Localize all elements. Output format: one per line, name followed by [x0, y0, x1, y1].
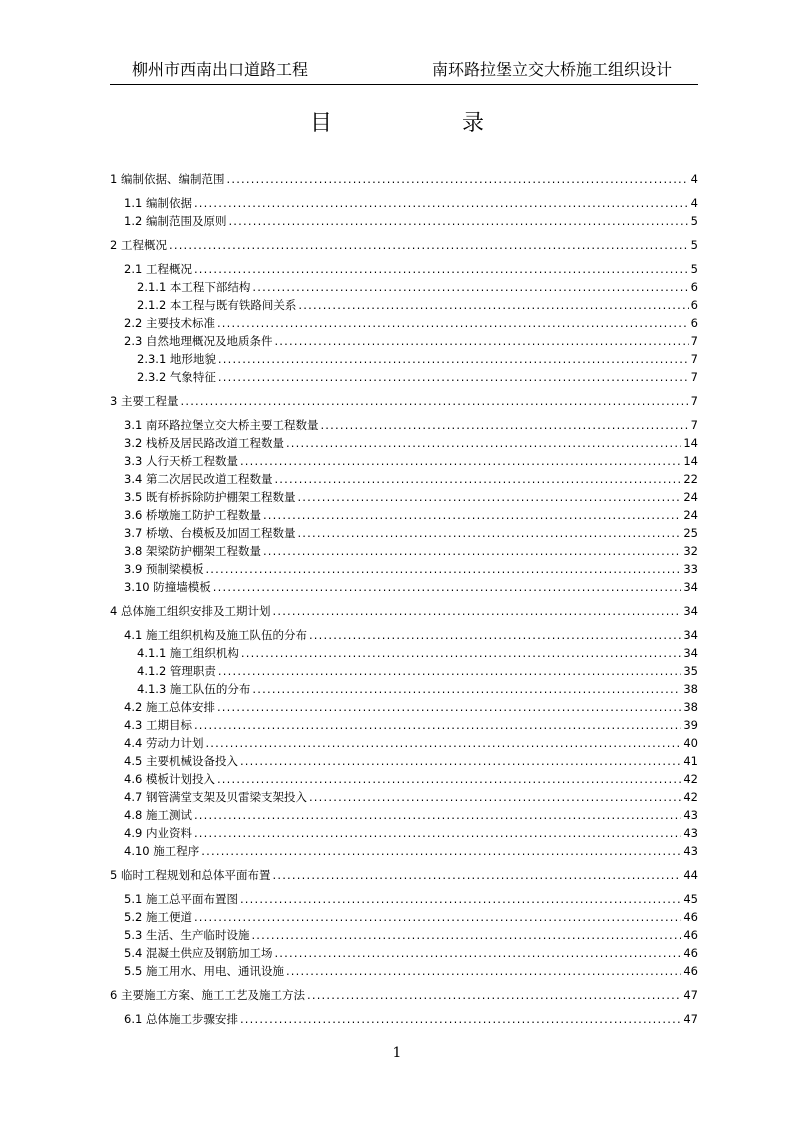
toc-entry[interactable]: [124, 928, 698, 942]
toc-entry-label: 3.2 栈桥及居民路改道工程数量: [124, 436, 284, 450]
toc-entry-label: 2.2 主要技术标准: [124, 316, 215, 330]
toc-entry-label: 4 总体施工组织安排及工期计划: [110, 604, 271, 618]
toc-leader-dots: [297, 526, 681, 540]
toc-entry[interactable]: [124, 910, 698, 924]
toc-entry-page: 43: [683, 826, 698, 840]
toc-entry-page: 7: [690, 418, 698, 432]
toc-entry-label: 3.7 桥墩、台模板及加固工程数量: [124, 526, 296, 540]
toc-entry-label: 4.5 主要机械设备投入: [124, 754, 238, 768]
toc-leader-dots: [240, 754, 681, 768]
toc-leader-dots: [180, 394, 688, 408]
toc-leader-dots: [169, 238, 689, 252]
toc-entry[interactable]: [137, 352, 698, 366]
toc-entry-page: 7: [690, 394, 698, 408]
toc-leader-dots: [263, 544, 681, 558]
toc-leader-dots: [218, 664, 681, 678]
header-document-title: 南环路拉堡立交大桥施工组织设计: [431, 60, 672, 79]
toc-leader-dots: [240, 454, 681, 468]
toc-entry-page: 14: [683, 436, 698, 450]
toc-entry-label: 3.9 预制梁模板: [124, 562, 204, 576]
toc-leader-dots: [194, 826, 681, 840]
toc-entry-page: 22: [683, 472, 698, 486]
toc-entry-page: 5: [690, 214, 698, 228]
toc-entry-page: 6: [690, 280, 698, 294]
toc-entry[interactable]: [124, 772, 698, 786]
toc-entry-label: 6 主要施工方案、施工工艺及施工方法: [110, 988, 305, 1002]
toc-leader-dots: [252, 280, 688, 294]
toc-entry-label: 4.6 模板计划投入: [124, 772, 215, 786]
toc-entry[interactable]: [124, 508, 698, 522]
toc-entry-label: 3.4 第二次居民改道工程数量: [124, 472, 273, 486]
toc-entry[interactable]: [110, 394, 698, 408]
toc-entry[interactable]: [124, 526, 698, 540]
toc-entry-page: 6: [690, 316, 698, 330]
toc-leader-dots: [240, 892, 681, 906]
toc-entry[interactable]: [124, 844, 698, 858]
toc-entry-page: 38: [683, 682, 698, 696]
toc-entry-label: 2 工程概况: [110, 238, 167, 252]
toc-entry-page: 5: [690, 262, 698, 276]
toc-entry-label: 4.3 工期目标: [124, 718, 192, 732]
toc-entry[interactable]: [124, 544, 698, 558]
toc-leader-dots: [218, 370, 689, 384]
toc-entry[interactable]: [124, 490, 698, 504]
toc-entry-page: 34: [683, 646, 698, 660]
toc-entry[interactable]: [124, 892, 698, 906]
toc-leader-dots: [241, 646, 681, 660]
toc-entry[interactable]: [124, 946, 698, 960]
toc-entry-page: 4: [690, 196, 698, 210]
toc-entry-page: 39: [683, 718, 698, 732]
toc-leader-dots: [307, 988, 681, 1002]
toc-entry[interactable]: [110, 604, 698, 618]
toc-leader-dots: [194, 910, 681, 924]
toc-entry[interactable]: [124, 718, 698, 732]
toc-leader-dots: [272, 604, 681, 618]
toc-entry-page: 24: [683, 508, 698, 522]
toc-entry-page: 42: [683, 790, 698, 804]
toc-entry[interactable]: [110, 868, 698, 882]
toc-leader-dots: [274, 472, 681, 486]
page-header: [110, 55, 698, 85]
toc-entry[interactable]: [124, 754, 698, 768]
toc-leader-dots: [194, 196, 689, 210]
toc-entry-page: 25: [683, 526, 698, 540]
toc-entry-page: 46: [683, 928, 698, 942]
toc-entry-label: 4.1 施工组织机构及施工队伍的分布: [124, 628, 307, 642]
toc-entry-label: 1.2 编制范围及原则: [124, 214, 227, 228]
toc-entry-page: 44: [683, 868, 698, 882]
toc-leader-dots: [217, 316, 689, 330]
toc-entry-label: 4.2 施工总体安排: [124, 700, 215, 714]
toc-leader-dots: [252, 682, 681, 696]
toc-leader-dots: [217, 700, 681, 714]
toc-entry[interactable]: [124, 418, 698, 432]
toc-title-part2: 录: [462, 111, 485, 136]
toc-entry[interactable]: [124, 196, 698, 210]
toc-entry[interactable]: [124, 316, 698, 330]
toc-leader-dots: [320, 418, 688, 432]
toc-entry[interactable]: [124, 580, 698, 594]
toc-leader-dots: [286, 436, 681, 450]
toc-entry-page: 24: [683, 490, 698, 504]
toc-entry-label: 4.1.3 施工队伍的分布: [137, 682, 251, 696]
toc-leader-dots: [213, 580, 682, 594]
toc-leader-dots: [226, 172, 688, 186]
toc-leader-dots: [201, 844, 681, 858]
toc-entry-page: 32: [683, 544, 698, 558]
toc-entry-label: 2.1.2 本工程与既有铁路间关系: [137, 298, 297, 312]
toc-entry-label: 5.3 生活、生产临时设施: [124, 928, 250, 942]
toc-leader-dots: [228, 214, 688, 228]
toc-entry[interactable]: [137, 370, 698, 384]
toc-entry-page: 38: [683, 700, 698, 714]
toc-entry-label: 3.10 防撞墙模板: [124, 580, 211, 594]
toc-entry-label: 2.3 自然地理概况及地质条件: [124, 334, 273, 348]
toc-entry-page: 46: [683, 946, 698, 960]
toc-entry-label: 5.5 施工用水、用电、通讯设施: [124, 964, 284, 978]
toc-entry-label: 3.1 南环路拉堡立交大桥主要工程数量: [124, 418, 319, 432]
toc-entry-page: 7: [690, 334, 698, 348]
toc-leader-dots: [298, 298, 688, 312]
toc-leader-dots: [194, 808, 681, 822]
toc-leader-dots: [274, 946, 681, 960]
toc-leader-dots: [274, 334, 688, 348]
toc-entry-page: 45: [683, 892, 698, 906]
toc-entry[interactable]: [110, 172, 698, 186]
toc-entry-label: 4.4 劳动力计划: [124, 736, 204, 750]
toc-entry-label: 5.2 施工便道: [124, 910, 192, 924]
toc-entry-label: 4.10 施工程序: [124, 844, 200, 858]
toc-leader-dots: [309, 628, 681, 642]
toc-entry-page: 43: [683, 808, 698, 822]
toc-entry-label: 3 主要工程量: [110, 394, 179, 408]
toc-entry-page: 35: [683, 664, 698, 678]
toc-entry[interactable]: [124, 736, 698, 750]
toc-entry[interactable]: [137, 298, 698, 312]
toc-entry-label: 2.1 工程概况: [124, 262, 192, 276]
toc-entry[interactable]: [124, 628, 698, 642]
toc-entry[interactable]: [110, 238, 698, 252]
toc-entry-page: 33: [683, 562, 698, 576]
toc-entry-page: 34: [683, 628, 698, 642]
toc-leader-dots: [263, 508, 681, 522]
header-project-name: 柳州市西南出口道路工程: [132, 60, 309, 79]
toc-entry-label: 4.1.2 管理职责: [137, 664, 216, 678]
toc-leader-dots: [194, 718, 681, 732]
toc-entry[interactable]: [124, 700, 698, 714]
toc-entry[interactable]: [124, 454, 698, 468]
toc-leader-dots: [240, 1012, 681, 1026]
toc-entry[interactable]: [124, 214, 698, 228]
toc-entry-label: 3.3 人行天桥工程数量: [124, 454, 238, 468]
toc-entry-page: 40: [683, 736, 698, 750]
toc-entry-label: 5 临时工程规划和总体平面布置: [110, 868, 271, 882]
toc-entry-page: 7: [690, 352, 698, 366]
toc-entry[interactable]: [124, 472, 698, 486]
toc-entry-page: 4: [690, 172, 698, 186]
toc-entry[interactable]: [124, 1012, 698, 1026]
toc-entry-page: 46: [683, 910, 698, 924]
toc-entry-label: 3.6 桥墩施工防护工程数量: [124, 508, 261, 522]
toc-entry-page: 34: [683, 580, 698, 594]
toc-entry-page: 34: [683, 604, 698, 618]
toc-entry-page: 47: [683, 1012, 698, 1026]
toc-entry-label: 3.5 既有桥拆除防护棚架工程数量: [124, 490, 296, 504]
toc-entry-page: 41: [683, 754, 698, 768]
toc-entry-label: 3.8 架梁防护棚架工程数量: [124, 544, 261, 558]
toc-entry[interactable]: [124, 334, 698, 348]
toc-entry[interactable]: [110, 988, 698, 1002]
toc-entry[interactable]: [124, 808, 698, 822]
toc-entry[interactable]: [124, 262, 698, 276]
toc-leader-dots: [218, 352, 689, 366]
toc-entry-label: 2.3.2 气象特征: [137, 370, 216, 384]
toc-entry-label: 2.3.1 地形地貌: [137, 352, 216, 366]
toc-entry-page: 14: [683, 454, 698, 468]
toc-entry-label: 4.9 内业资料: [124, 826, 192, 840]
toc-leader-dots: [286, 964, 681, 978]
toc-entry[interactable]: [137, 682, 698, 696]
toc-entry[interactable]: [124, 436, 698, 450]
toc-entry-label: 5.4 混凝土供应及钢筋加工场: [124, 946, 273, 960]
toc-entry[interactable]: [124, 562, 698, 576]
toc-leader-dots: [297, 490, 681, 504]
toc-leader-dots: [205, 736, 681, 750]
toc-entry-page: 43: [683, 844, 698, 858]
toc-leader-dots: [205, 562, 681, 576]
toc-entry-label: 1.1 编制依据: [124, 196, 192, 210]
toc-entry-label: 6.1 总体施工步骤安排: [124, 1012, 238, 1026]
toc-entry-page: 7: [690, 370, 698, 384]
toc-leader-dots: [309, 790, 681, 804]
page-number: 1: [392, 1045, 402, 1061]
header-rule: [110, 84, 698, 85]
toc-leader-dots: [251, 928, 681, 942]
toc-entry-page: 5: [690, 238, 698, 252]
toc-entry-label: 5.1 施工总平面布置图: [124, 892, 238, 906]
toc-entry[interactable]: [124, 826, 698, 840]
toc-entry-label: 2.1.1 本工程下部结构: [137, 280, 251, 294]
toc-leader-dots: [272, 868, 681, 882]
toc-entry-page: 46: [683, 964, 698, 978]
toc-entry[interactable]: [124, 964, 698, 978]
toc-entry-label: 1 编制依据、编制范围: [110, 172, 225, 186]
toc-entry-label: 4.7 钢管满堂支架及贝雷梁支架投入: [124, 790, 307, 804]
toc-title-part1: 目: [309, 111, 332, 136]
toc-leader-dots: [194, 262, 689, 276]
toc-leader-dots: [217, 772, 681, 786]
toc-entry-label: 4.8 施工测试: [124, 808, 192, 822]
toc-entry[interactable]: [124, 790, 698, 804]
toc-entry-label: 4.1.1 施工组织机构: [137, 646, 239, 660]
toc-entry[interactable]: [137, 646, 698, 660]
toc-entry-page: 47: [683, 988, 698, 1002]
toc-title: [0, 106, 794, 137]
toc-entry[interactable]: [137, 664, 698, 678]
toc-entry-page: 42: [683, 772, 698, 786]
toc-entry[interactable]: [137, 280, 698, 294]
toc-entry-page: 6: [690, 298, 698, 312]
